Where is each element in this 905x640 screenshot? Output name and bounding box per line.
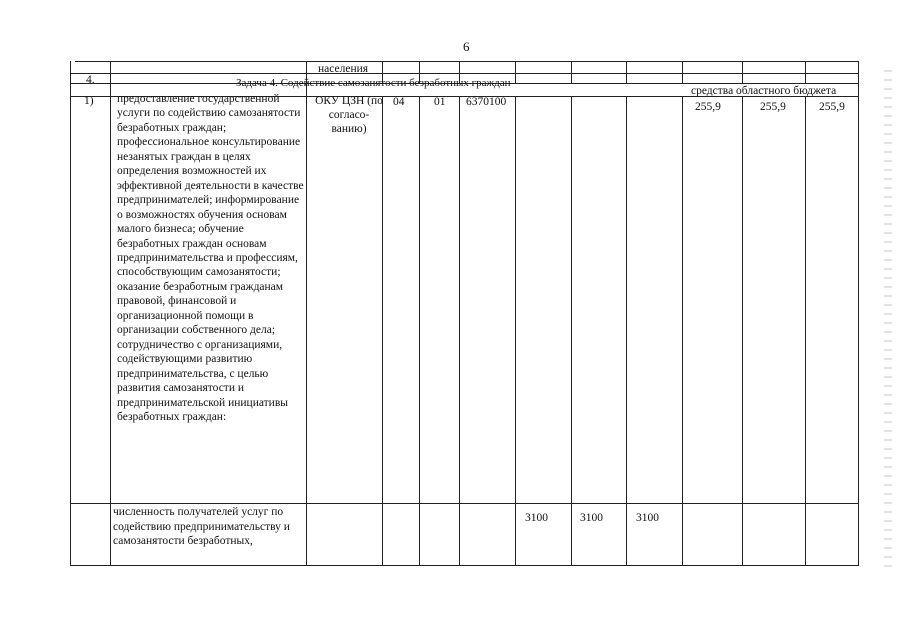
- code-subsection: 01: [434, 96, 446, 108]
- responsible-executor: ОКУ ЦЗН (по согласо- ванию): [315, 95, 383, 135]
- scan-artifact: [884, 70, 892, 570]
- page-number: 6: [463, 39, 470, 54]
- indicator-description: численность получателей услуг по содействию предпринимательству и самозанятости безработных,: [113, 506, 290, 547]
- row-number: 1): [84, 95, 94, 107]
- header-cell-population: населения: [318, 63, 369, 75]
- amount-year-3: 255,9: [819, 101, 845, 113]
- code-target-article: 6370100: [466, 96, 507, 108]
- code-section: 04: [393, 96, 405, 108]
- funding-source: средства областного бюджета: [691, 85, 837, 97]
- indicator-value-1: 3100: [525, 512, 548, 524]
- indicator-value-2: 3100: [580, 512, 603, 524]
- amount-year-2: 255,9: [760, 101, 786, 113]
- measure-description: предоставление государственной услуги по содействию самозанятости безработных граждан; профессиональное консультирование незанятых граждан в целях определения возможностей их эффективной деятельности в качестве предпринимателей; информирование о возможностях обучения основам малого бизнеса; обучение безработных граждан основам предпринимательства и профессиям, способствующим самозанятости; оказание безработным гражданам правовой, финансовой и организационной помощи в организации собственного дела; сотрудничество с организациями, содействующими развитию предпринимательства, с целью развития самозанятости и предпринимательской инициативы безработных граждан:: [117, 93, 304, 423]
- amount-year-1: 255,9: [695, 101, 721, 113]
- task-number: 4.: [86, 74, 95, 86]
- indicator-value-3: 3100: [636, 512, 659, 524]
- task-title: Задача 4. Содействие самозанятости безработных граждан: [236, 77, 511, 89]
